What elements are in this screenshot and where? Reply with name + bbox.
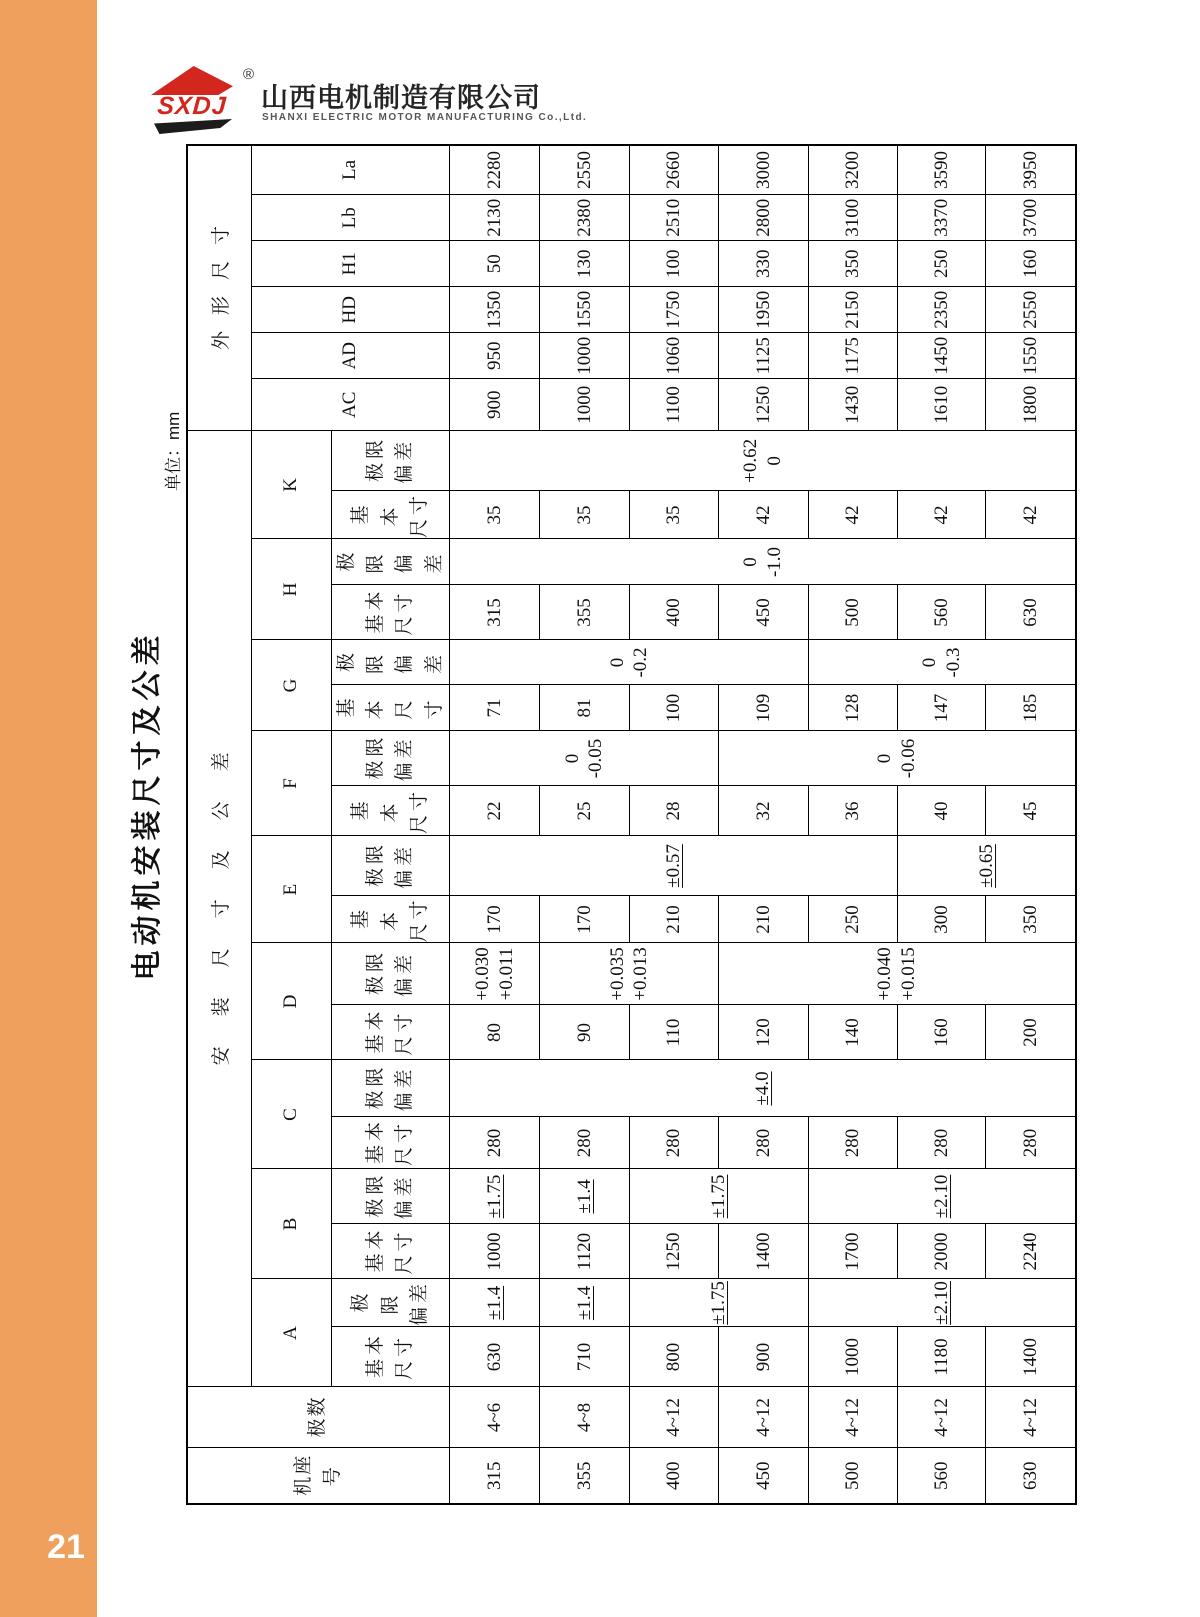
- table-cell: 350: [809, 241, 898, 287]
- table-cell: 71: [450, 685, 540, 731]
- table-cell: 2550: [986, 287, 1076, 333]
- table-cell: 80: [450, 1005, 540, 1060]
- table-cell: 45: [986, 786, 1076, 836]
- table-cell: 28: [630, 786, 719, 836]
- table-cell: 250: [898, 241, 986, 287]
- table-cell: ±1.75: [630, 1279, 809, 1327]
- header-cell: 极限 偏差: [331, 640, 450, 685]
- table-cell: 0 -0.06: [719, 731, 1076, 786]
- table-cell: +0.035 +0.013: [540, 943, 719, 1005]
- table-cell: 1000: [809, 1327, 898, 1387]
- table-cell: 1100: [630, 379, 719, 431]
- header-cell: La: [251, 145, 450, 195]
- header-cell: 基本 尺寸: [331, 1327, 450, 1387]
- table-row: [630, 145, 719, 1504]
- table-cell: 109: [719, 685, 809, 731]
- table-cell: ±0.57: [450, 836, 898, 896]
- table-cell: 2280: [450, 145, 540, 195]
- table-cell: 400: [630, 1448, 719, 1504]
- table-cell: 0 -0.2: [450, 640, 809, 685]
- table-cell: 1550: [986, 333, 1076, 379]
- table-cell: 3700: [986, 195, 1076, 241]
- table-cell: ±2.10: [809, 1279, 1076, 1327]
- table-cell: 1430: [809, 379, 898, 431]
- table-cell: 0 -0.05: [450, 731, 719, 786]
- table-cell: 2130: [450, 195, 540, 241]
- table-cell: 100: [630, 241, 719, 287]
- table-cell: ±1.4: [540, 1169, 630, 1224]
- header-cell: 机座 号: [187, 1448, 450, 1504]
- table-cell: 315: [450, 1448, 540, 1504]
- table-cell: 170: [540, 896, 630, 943]
- table-cell: 315: [450, 585, 540, 640]
- header-cell: 外形尺寸: [187, 145, 251, 431]
- logo-swoosh-shape: [154, 119, 232, 134]
- header-cell: HD: [251, 287, 450, 333]
- table-cell: 450: [719, 1448, 809, 1504]
- table-cell: 1700: [809, 1224, 898, 1279]
- table-cell: 0 -0.3: [809, 640, 1076, 685]
- header-cell: 基本 尺寸: [331, 491, 450, 539]
- table-cell: ±1.4: [540, 1279, 630, 1327]
- table-cell: 4~12: [719, 1387, 809, 1448]
- table-cell: 3100: [809, 195, 898, 241]
- table-cell: 280: [630, 1117, 719, 1169]
- table-cell: 42: [898, 491, 986, 539]
- header-cell: 极限 偏差: [331, 943, 450, 1005]
- table-cell: 355: [540, 585, 630, 640]
- table-cell: +0.040 +0.015: [719, 943, 1076, 1005]
- table-cell: 4~12: [986, 1387, 1076, 1448]
- table-cell: 3950: [986, 145, 1076, 195]
- table-cell: 2550: [540, 145, 630, 195]
- table-cell: 1000: [450, 1224, 540, 1279]
- table-cell: 2350: [898, 287, 986, 333]
- table-row: [809, 145, 898, 1504]
- header-cell: 基本 尺寸: [331, 1005, 450, 1060]
- table-cell: 0 -1.0: [450, 539, 1076, 585]
- header-cell: K: [251, 431, 331, 539]
- table-cell: 630: [986, 1448, 1076, 1504]
- table-cell: 330: [719, 241, 809, 287]
- logo-wordmark: SXDJ: [156, 92, 228, 120]
- header-cell: C: [251, 1060, 331, 1169]
- table-cell: 1250: [630, 1224, 719, 1279]
- header-cell: 基本 尺寸: [331, 896, 450, 943]
- table-cell: 3590: [898, 145, 986, 195]
- header-cell: G: [251, 640, 331, 731]
- table-cell: 560: [898, 1448, 986, 1504]
- rotated-sheet: [128, 146, 1068, 1505]
- table-cell: 1450: [898, 333, 986, 379]
- header-cell: 基本 尺寸: [331, 1224, 450, 1279]
- table-cell: 1250: [719, 379, 809, 431]
- table-header: [187, 145, 450, 1504]
- table-cell: 2150: [809, 287, 898, 333]
- registered-trademark-symbol: ®: [243, 66, 255, 83]
- company-name-chinese: 山西电机制造有限公司: [261, 83, 541, 113]
- table-cell: 355: [540, 1448, 630, 1504]
- dimensions-table: [186, 144, 1077, 1505]
- table-cell: 210: [719, 896, 809, 943]
- table-cell: 110: [630, 1005, 719, 1060]
- table-cell: 630: [986, 585, 1076, 640]
- table-cell: 1180: [898, 1327, 986, 1387]
- table-cell: 1950: [719, 287, 809, 333]
- rotated-sheet-area: [128, 146, 1068, 1505]
- header-cell: H: [251, 539, 331, 640]
- table-cell: 1800: [986, 379, 1076, 431]
- table-cell: 36: [809, 786, 898, 836]
- table-cell: ±1.75: [630, 1169, 809, 1224]
- table-cell: 160: [986, 241, 1076, 287]
- logo-mark: [145, 62, 239, 132]
- header-cell: B: [251, 1169, 331, 1279]
- table-cell: 3370: [898, 195, 986, 241]
- table-cell: 280: [719, 1117, 809, 1169]
- header-cell: A: [251, 1279, 331, 1387]
- table-cell: 120: [719, 1005, 809, 1060]
- header-cell: 极限 偏差: [331, 539, 450, 585]
- page-number: 21: [47, 1528, 85, 1566]
- sidebar-band: [0, 0, 97, 1617]
- table-cell: 1125: [719, 333, 809, 379]
- header-cell: 极限 偏差: [331, 1060, 450, 1117]
- table-cell: 4~12: [898, 1387, 986, 1448]
- logo-roof-shape: [151, 66, 233, 95]
- header-cell: 极限 偏差: [331, 731, 450, 786]
- header-cell: 安装尺寸及公差: [187, 431, 251, 1387]
- table-cell: 1400: [986, 1327, 1076, 1387]
- header-cell: H1: [251, 241, 450, 287]
- table-cell: ±1.4: [450, 1279, 540, 1327]
- header-cell: 极限 偏差: [331, 1279, 450, 1327]
- table-cell: 128: [809, 685, 898, 731]
- header-row: [251, 145, 331, 1504]
- table-cell: 2380: [540, 195, 630, 241]
- table-cell: 3200: [809, 145, 898, 195]
- table-body: [450, 145, 1076, 1504]
- table-cell: 500: [809, 585, 898, 640]
- header-cell: AC: [251, 379, 450, 431]
- table-cell: 210: [630, 896, 719, 943]
- table-cell: 710: [540, 1327, 630, 1387]
- header-cell: 极限 偏差: [331, 836, 450, 896]
- table-cell: 400: [630, 585, 719, 640]
- table-cell: 35: [450, 491, 540, 539]
- table-row: [450, 145, 540, 1504]
- table-cell: 1000: [540, 379, 630, 431]
- table-cell: 100: [630, 685, 719, 731]
- table-cell: 280: [898, 1117, 986, 1169]
- table-cell: ±1.75: [450, 1169, 540, 1224]
- table-cell: 32: [719, 786, 809, 836]
- header-cell: 基本 尺寸: [331, 585, 450, 640]
- table-cell: 200: [986, 1005, 1076, 1060]
- header-cell: Lb: [251, 195, 450, 241]
- table-cell: 170: [450, 896, 540, 943]
- table-cell: 1175: [809, 333, 898, 379]
- table-cell: +0.030 +0.011: [450, 943, 540, 1005]
- table-cell: 81: [540, 685, 630, 731]
- table-cell: 50: [450, 241, 540, 287]
- table-cell: 500: [809, 1448, 898, 1504]
- table-cell: 280: [450, 1117, 540, 1169]
- table-cell: 900: [450, 379, 540, 431]
- table-cell: 280: [986, 1117, 1076, 1169]
- table-cell: 280: [540, 1117, 630, 1169]
- header-cell: 基本 尺寸: [331, 786, 450, 836]
- table-cell: 1750: [630, 287, 719, 333]
- table-cell: 300: [898, 896, 986, 943]
- header-cell: 极限 偏差: [331, 1169, 450, 1224]
- table-cell: 90: [540, 1005, 630, 1060]
- table-cell: ±2.10: [809, 1169, 1076, 1224]
- table-cell: 1400: [719, 1224, 809, 1279]
- table-cell: 25: [540, 786, 630, 836]
- table-cell: ±0.65: [898, 836, 1076, 896]
- table-cell: 40: [898, 786, 986, 836]
- table-cell: 160: [898, 1005, 986, 1060]
- table-cell: 130: [540, 241, 630, 287]
- table-cell: 450: [719, 585, 809, 640]
- table-cell: 147: [898, 685, 986, 731]
- table-cell: 1610: [898, 379, 986, 431]
- header-cell: 基本 尺寸: [331, 1117, 450, 1169]
- table-cell: 800: [630, 1327, 719, 1387]
- header-cell: 极数: [187, 1387, 450, 1448]
- company-logo: [145, 62, 588, 142]
- header-cell: F: [251, 731, 331, 836]
- table-cell: 4~8: [540, 1387, 630, 1448]
- table-row: [540, 145, 630, 1504]
- table-cell: 35: [540, 491, 630, 539]
- table-cell: 140: [809, 1005, 898, 1060]
- table-cell: 280: [809, 1117, 898, 1169]
- table-cell: 1550: [540, 287, 630, 333]
- table-cell: 900: [719, 1327, 809, 1387]
- header-cell: D: [251, 943, 331, 1060]
- header-cell: AD: [251, 333, 450, 379]
- company-name-english: SHANXI ELECTRIC MOTOR MANUFACTURING Co.,Ltd.: [262, 112, 588, 123]
- table-cell: 350: [986, 896, 1076, 943]
- table-cell: 2800: [719, 195, 809, 241]
- table-cell: 4~6: [450, 1387, 540, 1448]
- table-cell: 1350: [450, 287, 540, 333]
- table-cell: 4~12: [630, 1387, 719, 1448]
- table-cell: 2510: [630, 195, 719, 241]
- table-cell: 1120: [540, 1224, 630, 1279]
- header-cell: E: [251, 836, 331, 943]
- table-cell: 4~12: [809, 1387, 898, 1448]
- sheet-title: 电动机安装尺寸及公差: [131, 630, 164, 981]
- table-cell: 42: [809, 491, 898, 539]
- table-cell: 2000: [898, 1224, 986, 1279]
- table-cell: 1000: [540, 333, 630, 379]
- table-cell: 35: [630, 491, 719, 539]
- header-cell: 极限 偏差: [331, 431, 450, 491]
- header-cell: 基本 尺寸: [331, 685, 450, 731]
- unit-label: 单位：mm: [164, 411, 183, 491]
- header-row: [187, 145, 251, 1504]
- table-cell: ±4.0: [450, 1060, 1076, 1117]
- table-cell: 42: [719, 491, 809, 539]
- table-cell: 2240: [986, 1224, 1076, 1279]
- table-cell: 560: [898, 585, 986, 640]
- table-cell: 185: [986, 685, 1076, 731]
- table-cell: 42: [986, 491, 1076, 539]
- table-cell: 250: [809, 896, 898, 943]
- table-cell: 22: [450, 786, 540, 836]
- table-cell: 630: [450, 1327, 540, 1387]
- table-cell: +0.62 0: [450, 431, 1076, 491]
- table-cell: 950: [450, 333, 540, 379]
- table-cell: 1060: [630, 333, 719, 379]
- table-cell: 3000: [719, 145, 809, 195]
- table-cell: 2660: [630, 145, 719, 195]
